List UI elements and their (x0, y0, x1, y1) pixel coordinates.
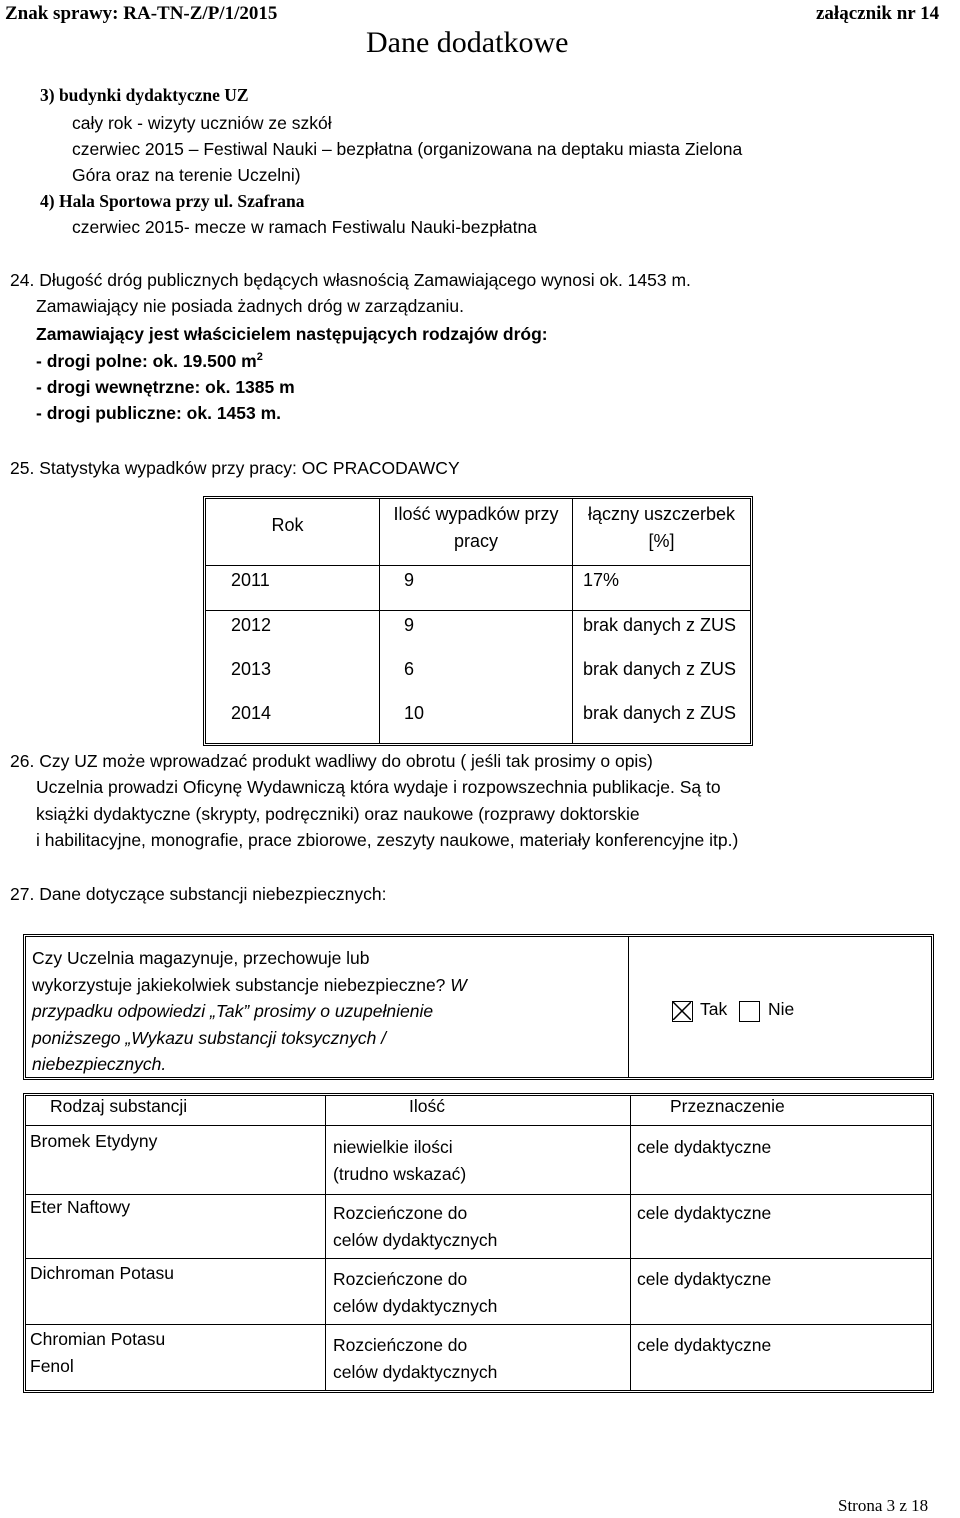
column-divider (630, 1096, 631, 1390)
column-header-quantity: Ilość (409, 1096, 445, 1116)
cell-year: 2011 (206, 566, 379, 611)
column-header-substance: Rodzaj substancji (50, 1096, 188, 1116)
cell-damage: brak danych z ZUS (583, 659, 737, 679)
table-row (206, 699, 750, 743)
question-italic: poniższego „Wykazu substancji toksycznych / (32, 1027, 387, 1048)
name-line: Fenol (30, 1356, 74, 1376)
cell-damage: brak danych z ZUS (583, 615, 737, 635)
question-line: Czy Uczelnia magazynuje, przechowuje lub (32, 948, 370, 968)
section-24-text: 24. Długość dróg publicznych będących własnością Zamawiającego wynosi ok. 1453 m. (10, 270, 691, 290)
column-divider (628, 937, 629, 1077)
substance-name: Dichroman Potasu (30, 1263, 174, 1283)
question-line (32, 1051, 592, 1078)
section-26-text: książki dydaktyczne (skrypty, podręczniki) oraz naukowe (rozprawy doktorskie (36, 804, 640, 824)
option-no-label: Nie (768, 999, 795, 1019)
table-row (206, 611, 750, 655)
quantity-line: celów dydaktycznych (333, 1362, 498, 1382)
item-4-title: 4) Hala Sportowa przy ul. Szafrana (40, 191, 305, 211)
substance-purpose: cele dydaktyczne (637, 1269, 772, 1289)
quantity-line: celów dydaktycznych (333, 1230, 498, 1250)
question-italic: przypadku odpowiedzi „Tak” prosimy o uzupełnienie (32, 1001, 434, 1021)
quantity-line: niewielkie ilości (333, 1137, 453, 1157)
checkmark-x-icon (673, 1002, 691, 1020)
checkbox-no[interactable] (739, 1001, 760, 1022)
section-24-text: Zamawiający jest właścicielem następujących rodzajów dróg: (36, 324, 548, 344)
question-text: wykorzystuje jakiekolwiek substancje niebezpieczne? (32, 974, 446, 995)
question-line (32, 1025, 592, 1052)
column-header-damage (573, 499, 750, 566)
cell-accidents: 9 (379, 611, 573, 655)
item-3-line: Góra oraz na terenie Uczelni) (72, 165, 301, 185)
road-item: - drogi publiczne: ok. 1453 m. (36, 403, 282, 423)
case-number: Znak sprawy: RA-TN-Z/P/1/2015 (5, 3, 278, 24)
substance-purpose: cele dydaktyczne (637, 1137, 772, 1157)
road-item (36, 351, 263, 372)
cell-damage: brak danych z ZUS (583, 703, 737, 723)
quantity-line: celów dydaktycznych (333, 1296, 498, 1316)
substance-purpose: cele dydaktyczne (637, 1203, 772, 1223)
row-divider (26, 1324, 931, 1325)
table-row (206, 566, 750, 611)
section-26-text: Uczelnia prowadzi Oficynę Wydawniczą która wydaje i rozpowszechnia publikacje. Są to (36, 777, 721, 797)
quantity-line: Rozcieńczone do (333, 1203, 468, 1223)
substance-purpose: cele dydaktyczne (637, 1335, 772, 1355)
header-line: pracy (453, 531, 498, 551)
item-3-line: cały rok - wizyty uczniów ze szkół (72, 113, 332, 133)
road-item: - drogi wewnętrzne: ok. 1385 m (36, 377, 295, 397)
substances-table (23, 1093, 934, 1393)
item-3-title: 3) budynki dydaktyczne UZ (40, 85, 249, 105)
attachment-label: załącznik nr 14 (816, 3, 940, 24)
table-header-row (206, 499, 750, 566)
quantity-line: Rozcieńczone do (333, 1269, 468, 1289)
section-26-question: 26. Czy UZ może wprowadzać produkt wadliwy do obrotu ( jeśli tak prosimy o opis) (10, 751, 653, 771)
header-line: łączny uszczerbek (587, 504, 736, 524)
item-3-line: czerwiec 2015 – Festiwal Nauki – bezpłatna (organizowana na deptaku miasta Zielona (72, 139, 743, 159)
cell-year: 2014 (231, 703, 272, 723)
road-item-label: - drogi polne: ok. 19.500 m (36, 351, 257, 371)
cell-accidents: 6 (379, 655, 573, 699)
item-4-line: czerwiec 2015- mecze w ramach Festiwalu Nauki-bezpłatna (72, 217, 537, 237)
name-line: Chromian Potasu (30, 1329, 166, 1349)
column-header-year: Rok (206, 499, 379, 566)
section-27-title: 27. Dane dotyczące substancji niebezpiecznych: (10, 884, 387, 904)
header-line: Ilość wypadków przy (393, 504, 559, 524)
column-divider (325, 1096, 326, 1390)
quantity-line: Rozcieńczone do (333, 1335, 468, 1355)
substance-quantity (333, 1200, 497, 1254)
question-italic: W (445, 974, 467, 995)
page-title: Dane dodatkowe (366, 26, 569, 59)
page-number: Strona 3 z 18 (838, 1496, 929, 1515)
question-line (32, 998, 592, 1025)
table-row (206, 655, 750, 699)
hazardous-question (32, 945, 592, 1078)
option-yes-label: Tak (700, 999, 728, 1019)
cell-damage: 17% (573, 566, 750, 611)
checkbox-yes[interactable] (672, 1001, 693, 1022)
column-header-accidents (379, 499, 573, 566)
section-24-text: Zamawiający nie posiada żadnych dróg w zarządzaniu. (36, 296, 465, 316)
question-italic: niebezpiecznych. (32, 1054, 167, 1074)
row-divider (26, 1125, 931, 1126)
section-26-text: i habilitacyjne, monografie, prace zbiorowe, zeszyty naukowe, materiały konferencyjne itp.) (36, 830, 739, 850)
header-line: [%] (648, 531, 675, 551)
superscript: 2 (256, 351, 263, 364)
column-header-purpose: Przeznaczenie (670, 1096, 785, 1116)
cell-accidents: 10 (379, 699, 573, 743)
row-divider (26, 1258, 931, 1259)
cell-year: 2012 (231, 615, 272, 635)
substance-name: Bromek Etydyny (30, 1131, 158, 1151)
quantity-line: (trudno wskazać) (333, 1164, 467, 1184)
question-line (32, 972, 592, 999)
substance-quantity (333, 1134, 466, 1188)
substance-name (30, 1326, 165, 1380)
substance-quantity (333, 1332, 497, 1386)
cell-accidents: 9 (379, 566, 573, 611)
substance-name: Eter Naftowy (30, 1197, 131, 1217)
section-25-title: 25. Statystyka wypadków przy pracy: OC PRACODAWCY (10, 458, 460, 478)
accident-statistics-table (203, 496, 753, 746)
hazardous-question-box (23, 934, 934, 1080)
substance-quantity (333, 1266, 497, 1320)
row-divider (26, 1194, 931, 1195)
cell-year: 2013 (231, 659, 272, 679)
